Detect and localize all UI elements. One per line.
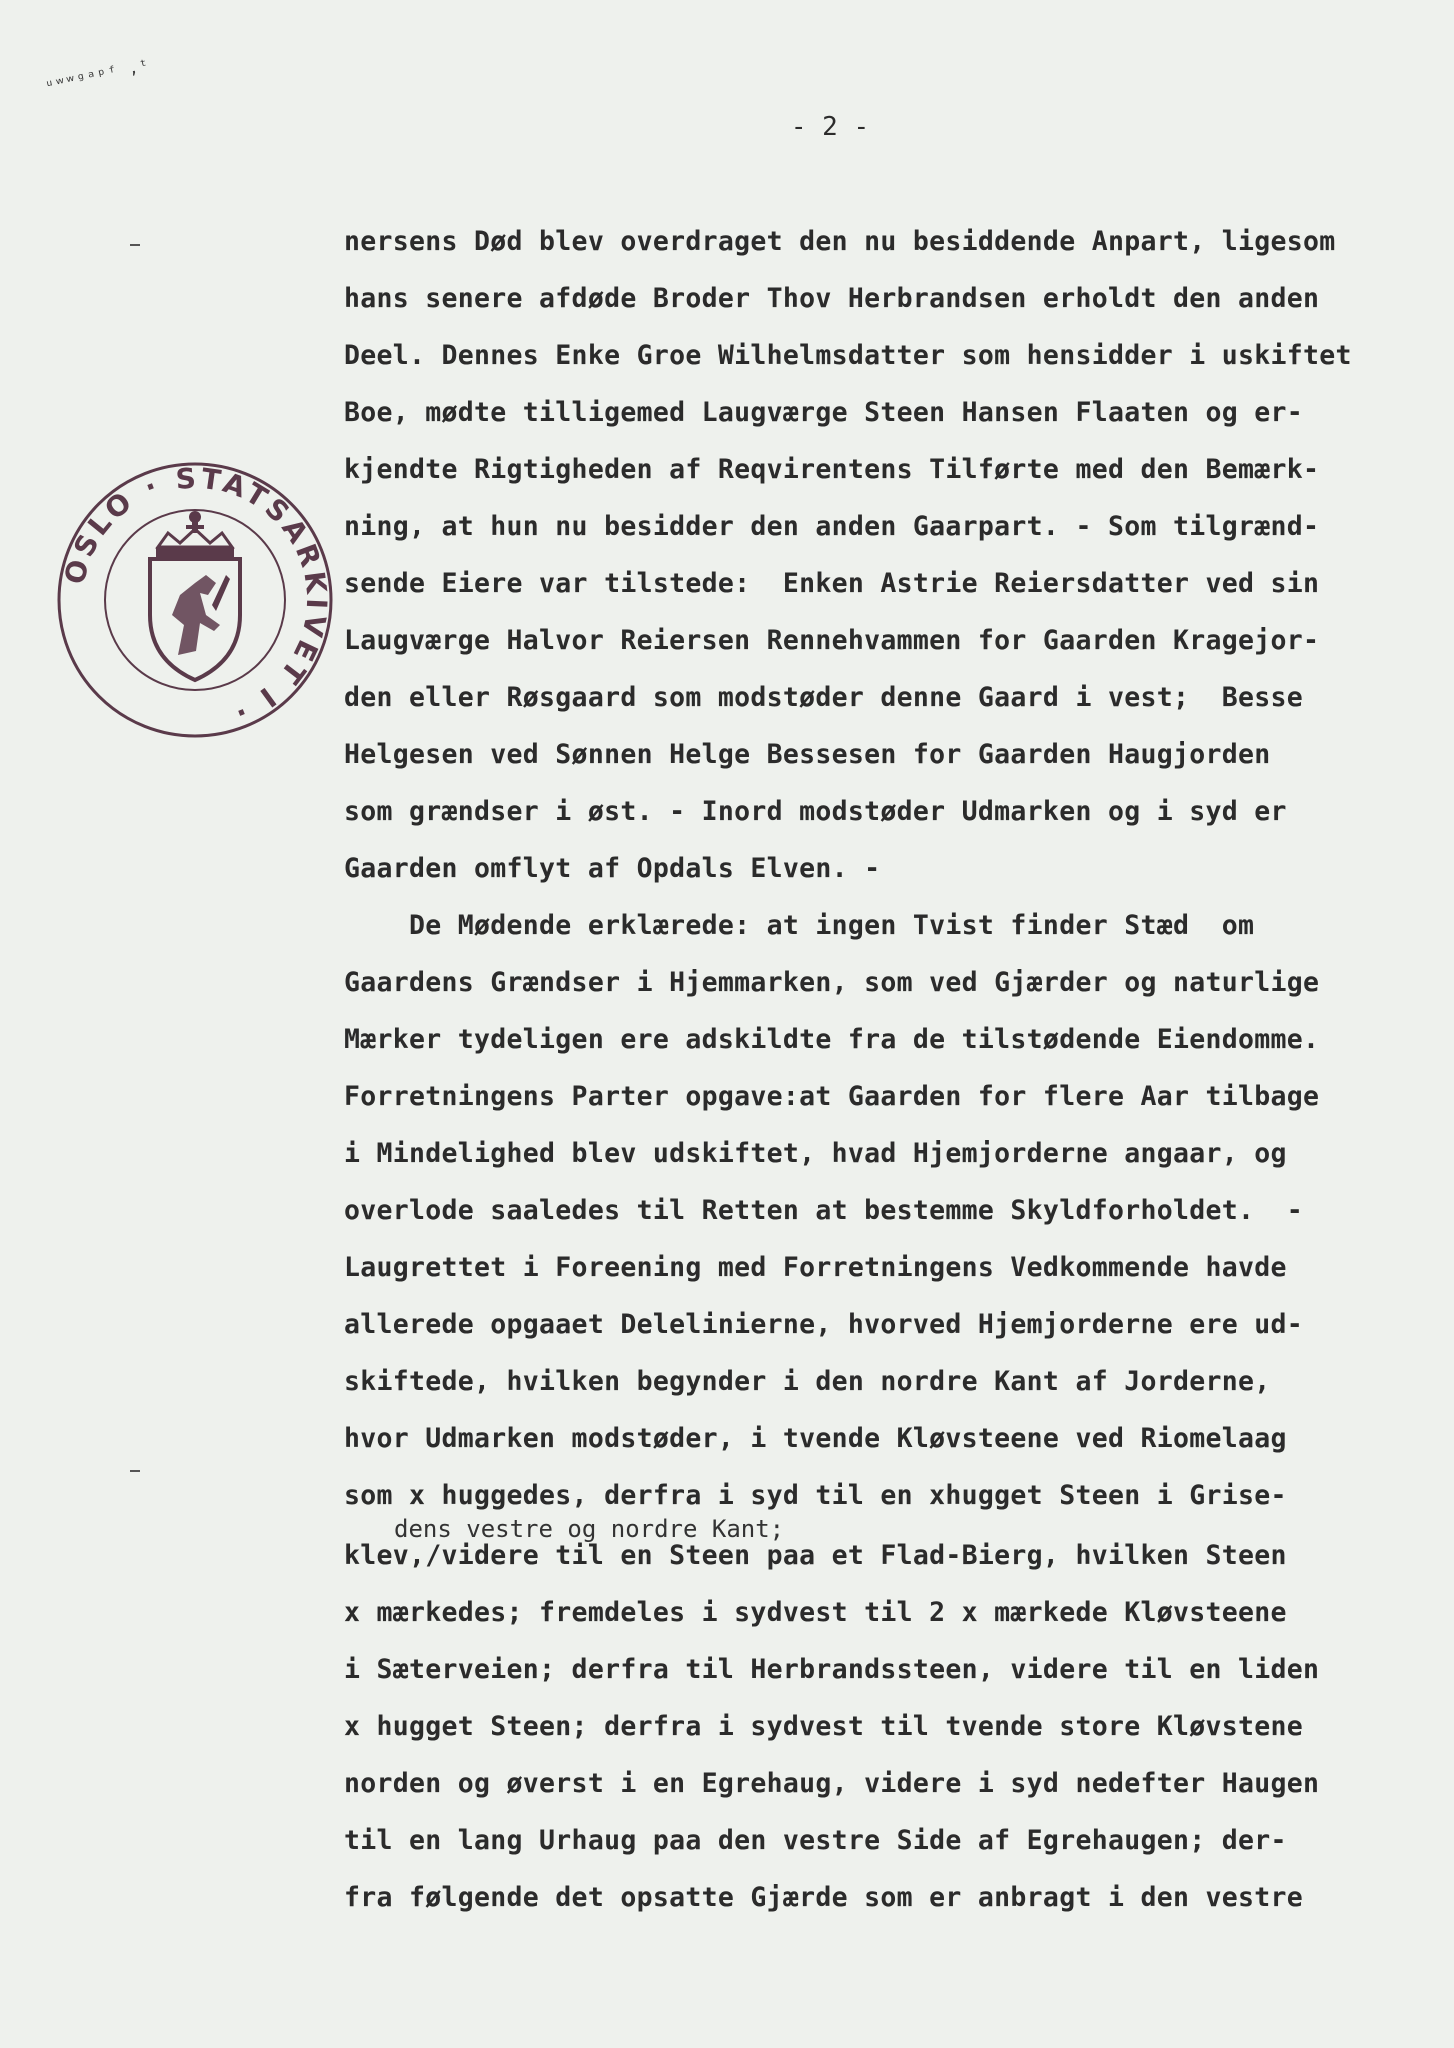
text-line: til en lang Urhaug paa den vestre Side af Egrehaugen; der- — [344, 1825, 1287, 1856]
text-line: den eller Røsgaard som modstøder denne Gaard i vest; Besse — [344, 682, 1304, 713]
text-line: De Mødende erklærede: at ingen Tvist finder Stæd om — [344, 910, 1255, 941]
text-line: i Sæterveien; derfra til Herbrandssteen, videre til en liden — [344, 1654, 1320, 1685]
page-number: - 2 - — [790, 112, 870, 142]
corner-handwritten-mark: ᵘʷʷᵍᵃᵖᶠ ,ᵗ — [43, 55, 152, 96]
text-line: Forretningens Parter opgave:at Gaarden for flere Aar tilbage — [344, 1081, 1320, 1112]
text-line: hans senere afdøde Broder Thov Herbrandsen erholdt den anden — [344, 283, 1320, 314]
coat-of-arms-icon — [150, 511, 240, 680]
text-line: Boe, mødte tilligemed Laugværge Steen Hansen Flaaten og er- — [344, 397, 1304, 428]
archive-stamp — [50, 455, 340, 745]
margin-tick — [130, 244, 140, 246]
text-line: Laugrettet i Foreening med Forretningens Vedkommende havde — [344, 1252, 1287, 1283]
text-line: fra følgende det opsatte Gjærde som er anbragt i den vestre — [344, 1882, 1304, 1913]
text-line: Gaardens Grændser i Hjemmarken, som ved Gjærder og naturlige — [344, 967, 1320, 998]
text-line: hvor Udmarken modstøder, i tvende Kløvsteene ved Riomelaag — [344, 1423, 1287, 1454]
text-line: Gaarden omflyt af Opdals Elven. - — [344, 853, 881, 884]
text-line: ning, at hun nu besidder den anden Gaarpart. - Som tilgrænd- — [344, 511, 1320, 542]
text-line: skiftede, hvilken begynder i den nordre Kant af Jorderne, — [344, 1366, 1271, 1397]
text-line: sende Eiere var tilstede: Enken Astrie Reiersdatter ved sin — [344, 568, 1320, 599]
text-line: x hugget Steen; derfra i sydvest til tvende store Kløvstene — [344, 1711, 1304, 1742]
text-line: nersens Død blev overdraget den nu besiddende Anpart, ligesom — [344, 226, 1336, 257]
handwritten-insertion: dens vestre og nordre Kant; — [394, 1515, 785, 1543]
text-line: Deel. Dennes Enke Groe Wilhelmsdatter som hensidder i uskiftet — [344, 340, 1352, 371]
text-line: norden og øverst i en Egrehaug, videre i syd nedefter Haugen — [344, 1768, 1320, 1799]
text-line: klev,/videre til en Steen paa et Flad-Bierg, hvilken Steen — [344, 1540, 1287, 1571]
text-line: som x huggedes, derfra i syd til en xhugget Steen i Grise- — [344, 1480, 1287, 1511]
text-line: x mærkedes; fremdeles i sydvest til 2 x mærkede Kløvsteene — [344, 1597, 1287, 1628]
text-line: Helgesen ved Sønnen Helge Bessesen for Gaarden Haugjorden — [344, 739, 1271, 770]
margin-tick — [130, 1470, 140, 1472]
text-line: i Mindelighed blev udskiftet, hvad Hjemjorderne angaar, og — [344, 1138, 1287, 1169]
svg-text:OSLO · STATSARKIVET I ·: OSLO · STATSARKIVET I · — [57, 461, 334, 732]
text-line: Mærker tydeligen ere adskildte fra de tilstødende Eiendomme. — [344, 1024, 1320, 1055]
text-line: Laugværge Halvor Reiersen Rennehvammen for Gaarden Kragejor- — [344, 625, 1320, 656]
text-line: allerede opgaaet Delelinierne, hvorved Hjemjorderne ere ud- — [344, 1309, 1304, 1340]
text-line: som grændser i øst. - Inord modstøder Udmarken og i syd er — [344, 796, 1287, 827]
text-line: overlode saaledes til Retten at bestemme Skyldforholdet. - — [344, 1195, 1304, 1226]
text-line: kjendte Rigtigheden af Reqvirentens Tilførte med den Bemærk- — [344, 454, 1320, 485]
